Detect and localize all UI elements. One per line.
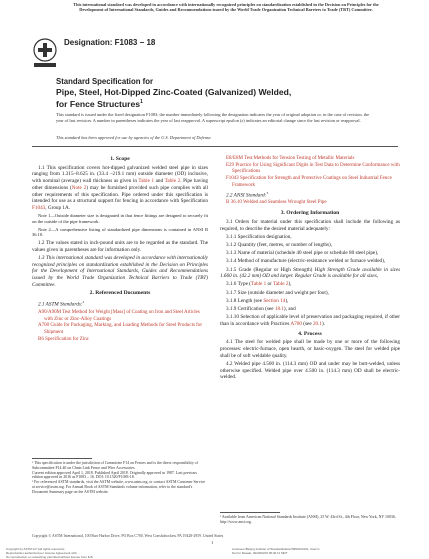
ref-e29 <box>226 162 400 176</box>
footnote-2: ² For referenced ASTM standards, visit the ASTM website, www.astm.org, or contact ASTM Customer Service at service@astm.org. For Annual Book of ASTM Standards volume information, refer to the standard's Document Summary page on the ASTM website. <box>32 480 206 494</box>
page-number: 1 <box>211 540 214 545</box>
link-b6-title[interactable]: Specification for Zinc <box>45 336 89 342</box>
item-3-1-6: 3.1.6 Type (Table 1 or Table 2), <box>226 281 292 288</box>
link-18-1[interactable]: 18.1 <box>274 306 284 313</box>
item-3-1-5: 3.1.5 Grade (Regular or High Strength) High Strength Grade available in sizes 1.660 in. (42.2 mm) OD and larger. Regular Grade is available for all sizes, <box>220 266 401 280</box>
item-3-1-4: 3.1.4 Method of manufacture (electric-resistance welded or furnace welded), <box>226 258 386 265</box>
para-1-2: 1.2 The values stated in inch-pound units are to be regarded as the standard. The values given in parentheses are for information only. <box>32 239 208 253</box>
section-references-heading: 2. Referenced Documents <box>89 290 151 297</box>
footer-left-line-1: Copyright by ASTM Int'l (all rights reserved); <box>6 547 65 551</box>
footnote-divider <box>32 458 92 459</box>
para-3-1: 3.1 Orders for material under this specification shall include the following as required, to describe the desired material adequately: <box>220 218 400 232</box>
link-table-2-b[interactable]: Table 2 <box>273 281 289 288</box>
link-section-14[interactable]: Section 14 <box>263 297 286 304</box>
footnote-3: ³ Available from American National Standards Institute (ANSI), 25 W. 43rd St., 4th Floor, New York, NY 10036, http://www.ansi.org. <box>220 515 396 524</box>
footer-left-line-3: No reproduction or networking permitted without license from IHS <box>6 555 93 559</box>
item-3-1-7: 3.1.7 Size (outside diameter and weight per foot), <box>226 289 329 296</box>
para-4-2: 4.2 Welded pipe 4.500 in. (114.3 mm) OD and under may be butt-welded, unless otherwise specified. Welded pipe over 4.500 in. (114.3 mm) OD shall be electric-welded. <box>220 361 400 381</box>
title-line-3: for Fence Structures$^1$ <box>56 98 143 109</box>
top-note <box>56 2 396 12</box>
ref-a90 <box>38 310 208 323</box>
link-a700-b[interactable]: A700 <box>290 321 302 327</box>
ref-b6 <box>38 336 208 344</box>
section-scope-heading: 1. Scope <box>110 156 130 162</box>
link-table-2[interactable]: Table 2 <box>164 178 181 185</box>
top-note-line-1: This international standard was developed in accordance with internationally recognized principles on standardization established in the Decision on Principles for the <box>73 2 379 7</box>
footer-left-line-2: Reproduction authorized per License Agreement with ... <box>6 551 80 555</box>
link-a700[interactable]: A700 <box>38 323 50 329</box>
link-note-2[interactable]: Note 2 <box>71 184 87 191</box>
title-line-2: Pipe, Steel, Hot-Dipped Zinc-Coated (Galvanized) Welded, <box>56 87 292 97</box>
link-b36-title[interactable]: Welded and Seamless Wrought Steel Pipe <box>243 200 327 206</box>
ref-b36 <box>226 200 400 207</box>
para-4-1: 4.1 The steel for welded pipe shall be made by one or more of the following processes: electric-furnace, open hearth, or basic-oxygen. The steel for welded pipe shall be of soft weldable quality. <box>220 339 400 359</box>
link-e29[interactable]: E29 <box>226 162 235 168</box>
footer-left <box>6 547 206 559</box>
ref-f1043 <box>226 176 400 189</box>
item-3-1-2: 3.1.2 Quantity (feet, metres, or number of lengths), <box>226 241 333 248</box>
para-1-3: 1.3 This international standard was developed in accordance with internationally recognized principles on standardization established in the Decision on Principles for the Development of International Standards, Guides and Recommendations issued by the World Trade Organization Technical Barriers to Trade (TBT) Committee. <box>32 254 208 288</box>
section-ordering-heading: 3. Ordering Information <box>280 210 340 217</box>
footnote-divider-right <box>220 512 280 513</box>
link-a90-title[interactable]: Test Method for Weight [Mass] of Coating on Iron and Steel Articles with Zinc or Zinc-Alloy Coatings <box>44 310 200 322</box>
link-e8-title[interactable]: Test Methods for Tension Testing of Metallic Materials <box>244 156 355 161</box>
title-block <box>56 77 376 109</box>
header-divider <box>32 146 398 147</box>
right-column <box>220 156 400 383</box>
astm-logo-icon <box>32 38 58 68</box>
link-b36[interactable]: B 36.10 <box>226 200 242 206</box>
note-1: Note 1—Outside diameter size is designated in that fence fittings are designed to securely fit on the outside of the pipe framework. <box>32 213 208 224</box>
footnotes-left <box>32 461 208 495</box>
footnote-1: ¹ This specification is under the jurisdiction of Committee F14 on Fences and is the direct responsibility of Subcommittee F14.40 on Chain Link Fence and Wire Accessories. <box>32 461 198 470</box>
link-20-1[interactable]: 20.1 <box>312 321 323 327</box>
link-b6[interactable]: B6 <box>38 336 44 342</box>
link-f1043-title[interactable]: Specification for Strength and Protective Coatings on Steel Industrial Fence Framework <box>232 176 392 188</box>
astm-standards-subheading: 2.1 ASTM Standards:$^2$ <box>38 300 85 308</box>
designation: Designation: F1083 − 18 <box>64 38 156 47</box>
link-table-1-b[interactable]: Table 1 <box>250 281 267 288</box>
item-3-1-1: 3.1.1 Specification designation, <box>226 233 292 240</box>
footer-right-line-1: Licensee=Beijing Institute of Standardization/5990110101, User=x <box>232 547 320 551</box>
item-3-1-10: 3.1.10 Selection of applicable level of preservation and packaging required, if other than in accordance with Practices A700 (see 20.1). <box>220 314 400 327</box>
item-3-1-9: 3.1.9 Certification (see 18.1), and <box>226 306 296 313</box>
ref-a700 <box>38 323 208 336</box>
footnote-1b: Current edition approved April 1, 2018. Published April 2018. Originally approved in 1987. Last previous edition approved in 2016 as F1083 – 16. DOI: 10.1520/F1083-18. <box>32 470 197 480</box>
link-a90[interactable]: A90/A90M <box>38 310 62 315</box>
link-table-1[interactable]: Table 1 <box>138 178 155 185</box>
dod-approval-note: This standard has been approved for use by agencies of the U.S. Department of Defense. <box>56 135 212 140</box>
note-2: Note 2—A comprehensive listing of standardized pipe dimensions is contained in ANSI B 36.10. <box>32 226 208 238</box>
footer-right-line-2: Not for Resale, 2020/03/20 05:40:11 MDT <box>232 551 288 555</box>
title-line-1: Standard Specification for <box>56 77 154 86</box>
ref-e8 <box>226 156 400 163</box>
link-e29-title[interactable]: Practice for Using Significant Digits in Test Data to Determine Conformance with Specifications <box>232 162 400 175</box>
intro-paragraph: This standard is issued under the fixed designation F1083; the number immediately following the designation indicates the year of original adoption or, in the case of revision, the year of last revision. A number in parentheses indicates the year of last reapproval. A superscript epsilon (ε) indicates an editorial change since the last revision or reapproval. <box>56 112 370 123</box>
item-3-1-3: 3.1.3 Name of material (schedule 40 steel pipe or schedule 80 steel pipe), <box>226 250 379 257</box>
link-f1043-ref[interactable]: F1043 <box>226 176 239 182</box>
astm-logo <box>32 38 58 68</box>
top-note-line-2: Development of International Standards, Guides and Recommendations issued by the World Trade Organization Technical Barriers to Trade (TBT) Committee. <box>79 7 373 13</box>
footer-right <box>232 547 422 555</box>
ansi-subheading: 2.2 ANSI Standard:$^3$ <box>226 190 269 199</box>
link-a700-title[interactable]: Guide for Packaging, Marking, and Loading Methods for Steel Products for Shipment <box>44 323 203 336</box>
link-e8[interactable]: E8/E8M <box>226 156 243 161</box>
para-1-1: 1.1 This specification covers hot-dipped galvanized welded steel pipe in sizes ranging from 1.315–8.625 in. (33.4 –219.1 mm) outside diameter (OD) inclusive, with nominal (average) wall thickness as given in Table 1 and Table 2. Pipe having other dimensions (Note 2) may be furnished provided such pipe complies with all other requirements of this specification. Pipe ordered under this specification is intended for use as a structural support for fencing in accordance with Specification F1043, Group 1A. <box>32 164 209 211</box>
item-3-1-8: 3.1.8 Length (see Section 14), <box>226 297 289 304</box>
section-process-heading: 4. Process <box>298 330 322 337</box>
copyright-line: Copyright © ASTM International, 100 Barr Harbor Drive, PO Box C700, West Conshohocken, PA 19428-2959. United States <box>32 534 224 538</box>
link-f1043[interactable]: F1043 <box>32 204 46 211</box>
left-column <box>32 156 208 344</box>
